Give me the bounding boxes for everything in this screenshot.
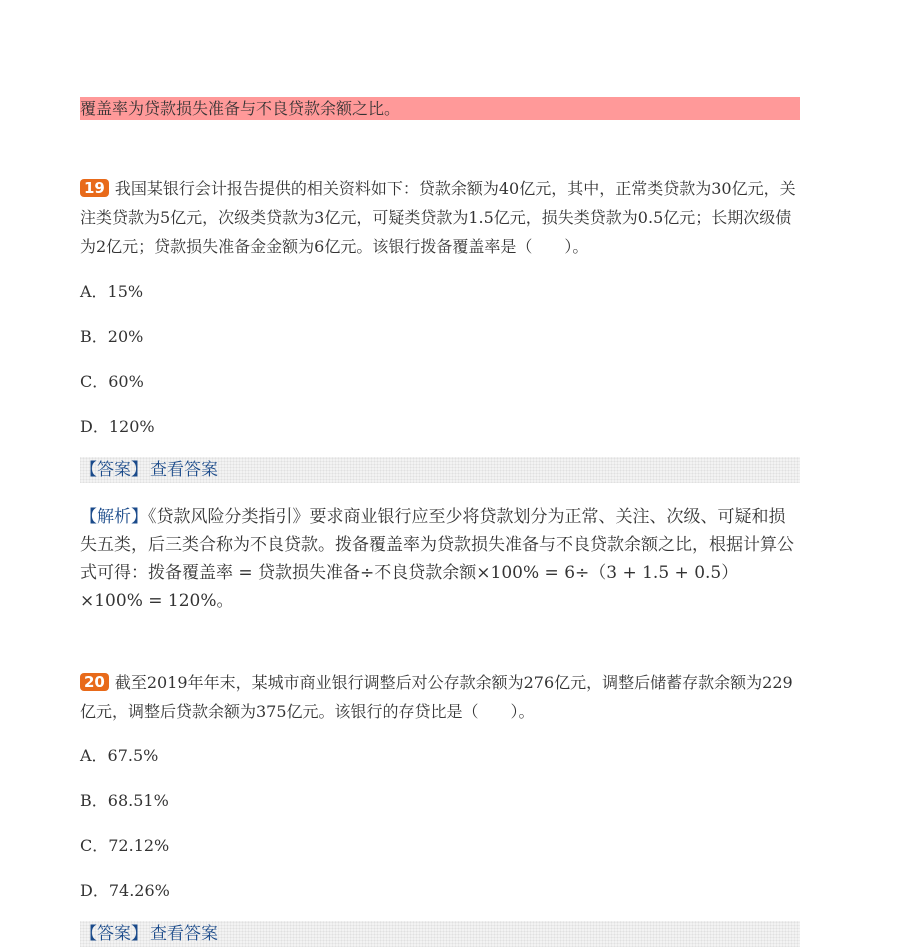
highlighted-note: 覆盖率为贷款损失准备与不良贷款余额之比。: [80, 97, 800, 120]
answer-label: 【答案】: [80, 924, 148, 944]
analysis-label: 【解析】: [80, 507, 148, 527]
view-answer-link[interactable]: 查看答案: [150, 924, 218, 944]
question-stem: 我国某银行会计报告提供的相关资料如下：贷款余额为40亿元，其中，正常类贷款为30亿元，关注类贷款为5亿元，次级类贷款为3亿元，可疑类贷款为1.5亿元，损失类贷款为0.5亿元；长期次级债为2亿元；贷款损失准备金金额为6亿元。该银行拨备覆盖率是（ ）。: [80, 179, 796, 256]
question-number-badge: 20: [80, 673, 109, 691]
analysis: [80, 503, 800, 615]
question-19: [80, 174, 800, 261]
question-stem: 截至2019年年末，某城市商业银行调整后对公存款余额为276亿元，调整后储蓄存款余额为229亿元，调整后贷款余额为375亿元。该银行的存贷比是（ ）。: [80, 673, 793, 721]
option-a: A．15%: [80, 282, 144, 301]
answer-label: 【答案】: [80, 460, 148, 480]
option-d: D．120%: [80, 417, 155, 436]
option-d: D．74.26%: [80, 881, 170, 900]
option-c: C．72.12%: [80, 836, 170, 855]
option-b: B．68.51%: [80, 791, 169, 810]
question-20: [80, 668, 800, 726]
answer-bar: [80, 921, 800, 947]
option-c: C．60%: [80, 372, 144, 391]
question-number-badge: 19: [80, 179, 109, 197]
option-b: B．20%: [80, 327, 144, 346]
answer-bar: [80, 457, 800, 483]
analysis-text: 《贷款风险分类指引》要求商业银行应至少将贷款划分为正常、关注、次级、可疑和损失五类，后三类合称为不良贷款。拨备覆盖率为贷款损失准备与不良贷款余额之比，根据计算公式可得：拨备覆盖率 = 贷款损失准备÷不良贷款余额×100% = 6÷（3 + 1.5 + 0.5）×100% = 120%。: [80, 507, 794, 611]
option-a: A．67.5%: [80, 746, 159, 765]
view-answer-link[interactable]: 查看答案: [150, 460, 218, 480]
